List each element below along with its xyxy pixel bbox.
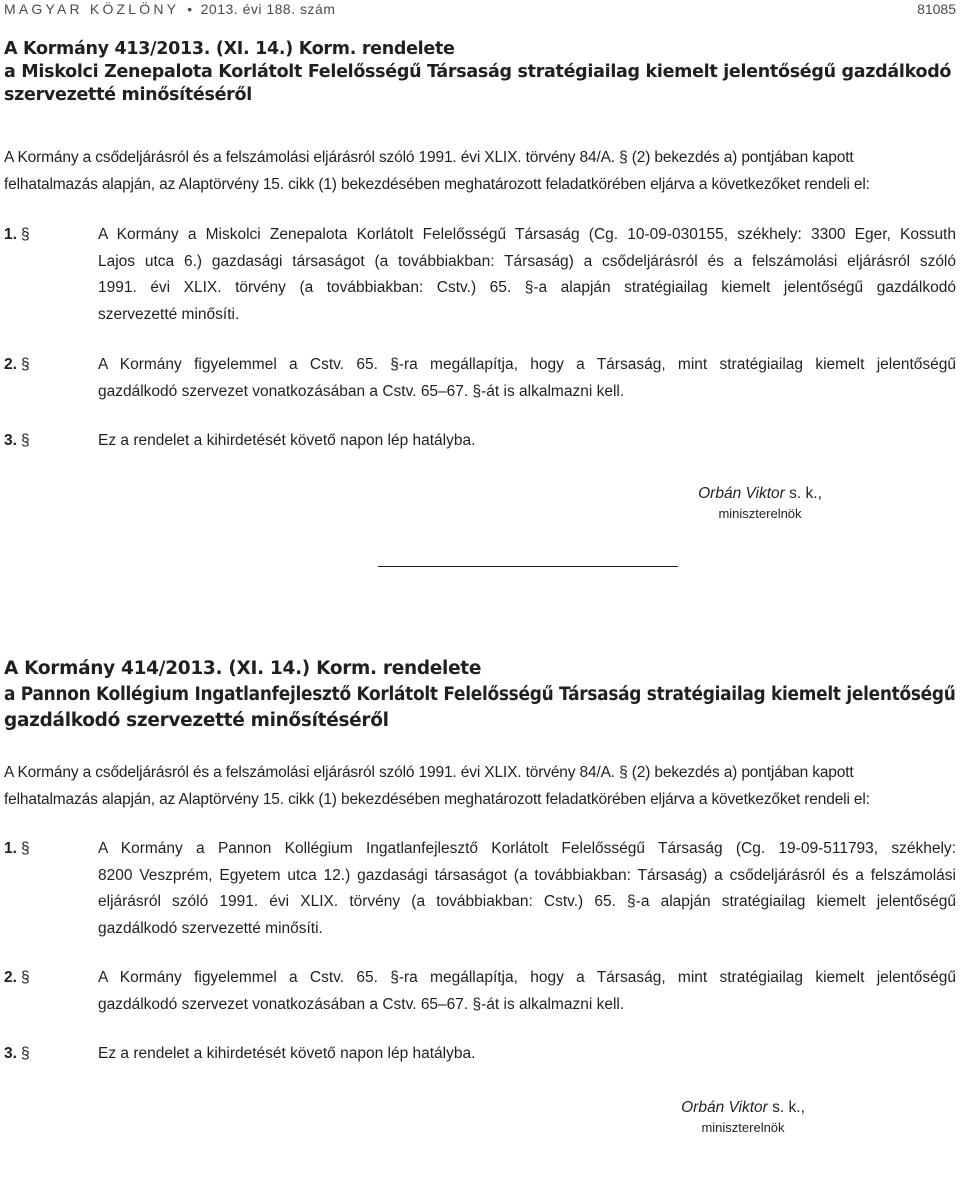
- section-line: szervezetté minősíti.: [98, 305, 240, 323]
- paragraph-sign: §: [20, 969, 30, 986]
- section: [4, 1041, 956, 1068]
- decree-414: [4, 656, 956, 734]
- section-number: [4, 836, 98, 942]
- section-line: gazdálkodó szervezet vonatkozásában a Cstv. 65–67. §-át is alkalmazni kell.: [98, 382, 625, 400]
- section: [4, 428, 956, 455]
- section-line: Ez a rendelet a kihirdetését követő napon lép hatályba.: [98, 1045, 476, 1062]
- decree-414-section-3: [4, 1041, 956, 1068]
- section-number: [4, 222, 98, 328]
- section-line: A Kormány figyelemmel a Cstv. 65. §-ra megállapítja, hogy a Társaság, mint stratégiailag kiemelt jelentőségű: [98, 356, 956, 373]
- signatory-suffix: s. k.,: [767, 1099, 805, 1116]
- section-line: Lajos utca 6.) gazdasági társaságot (a továbbiakban: Társaság) a csődeljárásról és a felszámolási eljárásról szóló: [98, 252, 956, 270]
- page-number: 81085: [917, 1, 956, 17]
- section-number-value: 2.: [4, 356, 17, 373]
- section-number: [4, 1041, 98, 1068]
- preamble: [4, 760, 956, 813]
- paragraph-sign: §: [20, 840, 30, 857]
- header-bullet: •: [187, 1, 193, 17]
- signatory-name: Orbán Viktor: [698, 485, 785, 502]
- decree-413-preamble: [4, 145, 956, 198]
- section-number-value: 1.: [4, 840, 17, 857]
- section-line: 1991. évi XLIX. törvény (a továbbiakban: Cstv.) 65. §-a alapján stratégiailag kiemelt jelentőségű gazdálkodó: [98, 279, 956, 296]
- signatory-role: miniszterelnök: [718, 506, 802, 521]
- decree-title: [4, 38, 956, 107]
- preamble-line: felhatalmazás alapján, az Alaptörvény 15. cikk (1) bekezdésében meghatározott feladatkörében eljárva a következőket rendeli el:: [4, 790, 870, 808]
- signatory-role: miniszterelnök: [701, 1120, 785, 1135]
- preamble-line: felhatalmazás alapján, az Alaptörvény 15. cikk (1) bekezdésében meghatározott feladatkörében eljárva a következőket rendeli el:: [4, 175, 870, 193]
- section-number: [4, 352, 98, 405]
- decree-title-line: A Kormány 413/2013. (XI. 14.) Korm. rendelete: [4, 39, 455, 59]
- journal-name: MAGYAR KÖZLÖNY: [4, 1, 180, 17]
- decree-414-section-1: [4, 836, 956, 942]
- decree-413-section-3: [4, 428, 956, 455]
- decree-separator: [378, 566, 678, 567]
- signature-block: [643, 1098, 843, 1138]
- section: [4, 352, 956, 405]
- decree-title: [4, 656, 956, 734]
- paragraph-sign: §: [20, 356, 30, 373]
- section-number-value: 3.: [4, 1045, 17, 1062]
- signatory-name: Orbán Viktor: [681, 1099, 768, 1116]
- decree-title-line: gazdálkodó szervezetté minősítéséről: [4, 710, 389, 731]
- paragraph-sign: §: [20, 226, 30, 243]
- section-text: [98, 965, 956, 1018]
- decree-title-line: szervezetté minősítéséről: [4, 85, 252, 105]
- page-header: [4, 0, 956, 22]
- section-line: eljárásról szóló 1991. évi XLIX. törvény (a továbbiakban: Cstv.) 65. §-a alapján stratégiailag kiemelt jelentőségű: [98, 893, 956, 910]
- paragraph-sign: §: [20, 1045, 30, 1062]
- section-line: 8200 Veszprém, Egyetem utca 12.) gazdasági társaságot (a továbbiakban: Társaság) a csődeljárásról és a felszámolási: [98, 866, 956, 884]
- section-text: [98, 428, 956, 455]
- preamble: [4, 145, 956, 198]
- section-number-value: 3.: [4, 432, 17, 449]
- section-number: [4, 428, 98, 455]
- decree-title-line: a Miskolci Zenepalota Korlátolt Felelősségű Társaság stratégiailag kiemelt jelentőségű gazdálkodó: [4, 62, 952, 82]
- section-line: A Kormány a Miskolci Zenepalota Korlátolt Felelősségű Társaság (Cg. 10-09-030155, székhely: 3300 Eger, Kossuth: [98, 226, 956, 243]
- section-text: [98, 352, 956, 405]
- section-text: [98, 1041, 956, 1068]
- header-issue-info: [4, 0, 335, 18]
- decree-413-section-1: [4, 222, 956, 328]
- section: [4, 965, 956, 1018]
- section: [4, 222, 956, 328]
- section: [4, 836, 956, 942]
- signature-block: [660, 484, 860, 524]
- section-line: Ez a rendelet a kihirdetését követő napon lép hatályba.: [98, 432, 476, 449]
- section-number-value: 2.: [4, 969, 17, 986]
- section-number-value: 1.: [4, 226, 17, 243]
- decree-413: [4, 38, 956, 107]
- paragraph-sign: §: [20, 432, 30, 449]
- section-text: [98, 222, 956, 328]
- signatory-suffix: s. k.,: [784, 485, 822, 502]
- section-line: A Kormány figyelemmel a Cstv. 65. §-ra megállapítja, hogy a Társaság, mint stratégiailag kiemelt jelentőségű: [98, 969, 956, 986]
- section-number: [4, 965, 98, 1018]
- section-line: gazdálkodó szervezetté minősíti.: [98, 919, 323, 937]
- section-line: gazdálkodó szervezet vonatkozásában a Cstv. 65–67. §-át is alkalmazni kell.: [98, 995, 625, 1013]
- decree-title-line: A Kormány 414/2013. (XI. 14.) Korm. rendelete: [4, 658, 482, 679]
- decree-414-preamble: [4, 760, 956, 813]
- section-line: A Kormány a Pannon Kollégium Ingatlanfejlesztő Korlátolt Felelősségű Társaság (Cg. 19-09-511793, székhely:: [98, 840, 956, 857]
- issue-number: 2013. évi 188. szám: [200, 1, 336, 17]
- section-text: [98, 836, 956, 942]
- decree-title-line: a Pannon Kollégium Ingatlanfejlesztő Korlátolt Felelősségű Társaság stratégiailag kiemelt jelentőségű: [4, 684, 956, 705]
- decree-414-section-2: [4, 965, 956, 1018]
- preamble-line: A Kormány a csődeljárásról és a felszámolási eljárásról szóló 1991. évi XLIX. törvény 84/A. § (2) bekezdés a) pontjában kapott: [4, 764, 854, 781]
- preamble-line: A Kormány a csődeljárásról és a felszámolási eljárásról szóló 1991. évi XLIX. törvény 84/A. § (2) bekezdés a) pontjában kapott: [4, 149, 854, 166]
- decree-413-section-2: [4, 352, 956, 405]
